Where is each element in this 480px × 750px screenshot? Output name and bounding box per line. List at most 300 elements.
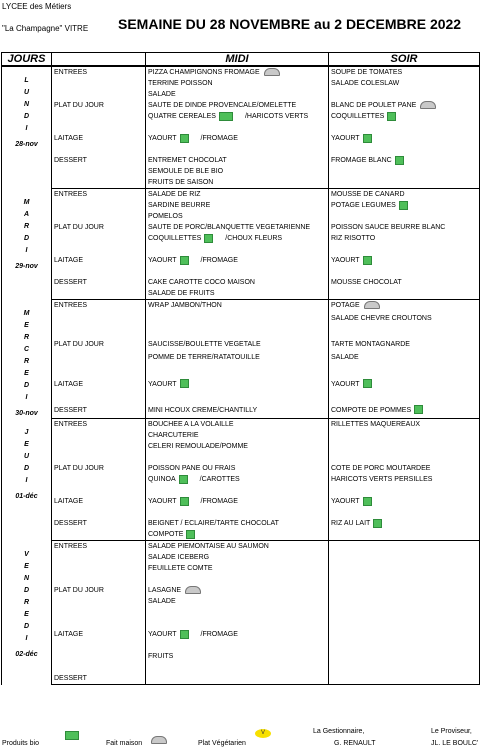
soir-cell [329, 144, 480, 155]
midi-dish: QUINOA [148, 476, 176, 483]
course-label-cell [52, 352, 146, 365]
bio-icon [180, 379, 189, 388]
day-letter: I [25, 125, 28, 132]
midi-cell [146, 365, 329, 378]
day-letter: D [23, 113, 30, 120]
school-name: "La Champagne" VITRE [2, 24, 89, 33]
soir-cell [329, 288, 480, 300]
day-letter: I [25, 246, 28, 254]
day-date: 30-nov [15, 409, 38, 417]
soir-dish: MOUSSE CHOCOLAT [331, 279, 402, 286]
menu-table [1, 52, 480, 685]
soir-cell [329, 89, 480, 100]
day-letter: L [24, 77, 29, 84]
soir-cell [329, 541, 480, 553]
midi-dish-alt: /FROMAGE [200, 631, 238, 638]
bio-icon [363, 256, 372, 265]
midi-dish-alt: /FROMAGE [200, 498, 238, 505]
midi-cell [146, 541, 329, 553]
soir-dish: COTE DE PORC MOUTARDEE [331, 465, 431, 472]
soir-dish: POTAGE [331, 302, 360, 309]
course-label-cell [52, 89, 146, 100]
day-letter: E [24, 440, 29, 448]
menu-row [2, 640, 480, 651]
day-letter: U [23, 89, 30, 96]
course-label-cell [52, 651, 146, 662]
soir-cell [329, 365, 480, 378]
course-label-cell [52, 441, 146, 452]
midi-cell [146, 596, 329, 607]
course-label: PLAT DU JOUR [54, 587, 104, 594]
menu-row [2, 211, 480, 222]
day-letter: E [24, 562, 29, 570]
course-label-cell [52, 78, 146, 89]
course-label-cell [52, 177, 146, 189]
soir-cell [329, 326, 480, 339]
column-header-blank [52, 53, 146, 67]
midi-cell [146, 189, 329, 201]
midi-dish: SEMOULE DE BLE BIO [148, 168, 224, 175]
midi-cell [146, 255, 329, 266]
course-label: PLAT DU JOUR [54, 102, 104, 109]
midi-cell [146, 166, 329, 177]
soir-cell [329, 463, 480, 474]
midi-cell [146, 640, 329, 651]
course-label-cell [52, 339, 146, 352]
course-label-cell [52, 673, 146, 685]
course-label-cell [52, 365, 146, 378]
soir-cell [329, 485, 480, 496]
soir-cell [329, 618, 480, 629]
course-label: ENTREES [54, 543, 88, 550]
midi-dish: BEIGNET / ECLAIRE/TARTE CHOCOLAT [148, 520, 279, 527]
menu-row [2, 277, 480, 288]
midi-dish-alt: /FROMAGE [200, 257, 238, 264]
menu-row [2, 365, 480, 378]
soir-cell [329, 518, 480, 529]
course-label-cell [52, 122, 146, 133]
course-label: ENTREES [54, 69, 88, 76]
soir-dish: SALADE COLESLAW [331, 80, 400, 87]
course-label: LAITAGE [54, 498, 84, 505]
bio-icon [180, 497, 189, 506]
midi-cell [146, 89, 329, 100]
soir-cell [329, 78, 480, 89]
day-letter: R [23, 333, 30, 341]
day-letter: I [25, 393, 28, 401]
course-label-cell [52, 66, 146, 78]
day-letter: R [23, 598, 30, 606]
midi-cell [146, 629, 329, 640]
menu-row [2, 266, 480, 277]
menu-row [2, 529, 480, 541]
soir-cell [329, 266, 480, 277]
gestionnaire-name: G. RENAULT [334, 740, 376, 747]
course-label-cell [52, 326, 146, 339]
midi-dish: COMPOTE [148, 531, 184, 538]
midi-cell [146, 222, 329, 233]
soir-cell [329, 496, 480, 507]
menu-row [2, 518, 480, 529]
course-label-cell [52, 189, 146, 201]
soir-cell [329, 673, 480, 685]
menu-row [2, 166, 480, 177]
legend-fait-maison-label: Fait maison [106, 740, 143, 747]
day-letter: D [23, 464, 30, 472]
soir-cell [329, 66, 480, 78]
midi-dish: YAOURT [148, 135, 177, 142]
course-label: ENTREES [54, 421, 88, 428]
soir-dish: MOUSSE DE CANARD [331, 191, 405, 198]
soir-cell [329, 122, 480, 133]
bio-icon [363, 497, 372, 506]
midi-dish: BOUCHEE A LA VOLAILLE [148, 421, 234, 428]
day-letter: N [23, 101, 30, 108]
midi-cell [146, 313, 329, 326]
soir-cell [329, 585, 480, 596]
midi-cell [146, 441, 329, 452]
soir-cell [329, 507, 480, 518]
menu-row [2, 244, 480, 255]
midi-dish: SALADE ICEBERG [148, 554, 210, 561]
midi-cell [146, 111, 329, 122]
day-cell [2, 300, 52, 419]
course-label: LAITAGE [54, 380, 84, 388]
menu-row [2, 100, 480, 111]
midi-cell [146, 563, 329, 574]
midi-dish: CELERI REMOULADE/POMME [148, 443, 248, 450]
midi-dish: SALADE DE FRUITS [148, 290, 215, 297]
soir-cell [329, 563, 480, 574]
midi-dish: SALADE [148, 598, 176, 605]
midi-cell [146, 200, 329, 211]
midi-cell [146, 574, 329, 585]
menu-row [2, 552, 480, 563]
soir-cell [329, 244, 480, 255]
menu-row [2, 352, 480, 365]
menu-row [2, 405, 480, 419]
midi-cell [146, 326, 329, 339]
midi-cell [146, 529, 329, 541]
course-label-cell [52, 507, 146, 518]
day-date: 02-déc [15, 650, 38, 658]
proviseur-title: Le Proviseur, [431, 728, 472, 735]
midi-cell [146, 352, 329, 365]
bio-icon [414, 405, 423, 414]
menu-body [2, 66, 480, 685]
course-label-cell [52, 288, 146, 300]
course-label-cell [52, 607, 146, 618]
course-label-cell [52, 618, 146, 629]
midi-dish: SAUTE DE DINDE PROVENCALE/OMELETTE [148, 102, 297, 109]
course-label-cell [52, 529, 146, 541]
midi-dish: MINI HCOUX CREME/CHANTILLY [148, 406, 258, 414]
midi-dish: PIZZA CHAMPIGNONS FROMAGE [148, 69, 260, 76]
midi-dish: QUATRE CEREALES [148, 113, 216, 120]
menu-row [2, 78, 480, 89]
course-label: LAITAGE [54, 135, 84, 142]
menu-row [2, 339, 480, 352]
menu-row [2, 177, 480, 189]
course-label: DESSERT [54, 279, 87, 286]
menu-row [2, 200, 480, 211]
menu-row [2, 133, 480, 144]
soir-dish: COMPOTE DE POMMES [331, 406, 412, 414]
day-letter: M [23, 198, 30, 206]
midi-dish: SALADE [148, 91, 176, 98]
soir-cell [329, 474, 480, 485]
soir-cell [329, 441, 480, 452]
soir-cell [329, 352, 480, 365]
menu-row [2, 89, 480, 100]
menu-row [2, 300, 480, 314]
soir-cell [329, 300, 480, 314]
gestionnaire-title: La Gestionnaire, [313, 728, 365, 735]
proviseur-name: JL. LE BOULC' [431, 740, 479, 747]
midi-cell [146, 66, 329, 78]
course-label-cell [52, 419, 146, 431]
soir-cell [329, 313, 480, 326]
course-label: DESSERT [54, 675, 87, 682]
course-label-cell [52, 662, 146, 673]
midi-dish: YAOURT [148, 631, 177, 638]
course-label-cell [52, 255, 146, 266]
course-label-cell [52, 277, 146, 288]
day-letter: D [23, 381, 30, 389]
soir-cell [329, 211, 480, 222]
soir-cell [329, 233, 480, 244]
course-label: PLAT DU JOUR [54, 224, 104, 231]
day-letter: E [24, 369, 29, 377]
midi-cell [146, 430, 329, 441]
column-header-soir: SOIR [329, 53, 480, 67]
soir-cell [329, 177, 480, 189]
vegetarian-icon: V [255, 729, 271, 738]
soir-cell [329, 166, 480, 177]
soir-cell [329, 662, 480, 673]
midi-dish: SALADE DE RIZ [148, 191, 201, 198]
page-title: SEMAINE DU 28 NOVEMBRE au 2 DECEMBRE 2022 [118, 16, 462, 32]
menu-row [2, 155, 480, 166]
midi-cell [146, 133, 329, 144]
course-label-cell [52, 166, 146, 177]
midi-dish-alt: /CAROTTES [199, 476, 240, 483]
menu-row [2, 629, 480, 640]
midi-cell [146, 485, 329, 496]
legend-bio-label: Produits bio [2, 740, 39, 747]
midi-cell [146, 662, 329, 673]
soir-cell [329, 629, 480, 640]
course-label-cell [52, 518, 146, 529]
menu-row [2, 419, 480, 431]
course-label: ENTREES [54, 302, 88, 309]
soir-cell [329, 574, 480, 585]
midi-cell [146, 452, 329, 463]
menu-row [2, 66, 480, 78]
course-label-cell [52, 100, 146, 111]
column-header-jours: JOURS [2, 53, 52, 67]
soir-dish: RIZ AU LAIT [331, 520, 371, 527]
midi-cell [146, 607, 329, 618]
menu-row [2, 662, 480, 673]
bio-icon [219, 112, 233, 121]
midi-cell [146, 585, 329, 596]
day-date: 29-nov [15, 262, 38, 270]
course-label-cell [52, 244, 146, 255]
midi-cell [146, 618, 329, 629]
soir-cell [329, 607, 480, 618]
course-label-cell [52, 133, 146, 144]
menu-row [2, 255, 480, 266]
day-letter: M [23, 309, 30, 317]
soir-cell [329, 529, 480, 541]
bio-icon [399, 201, 408, 210]
midi-cell [146, 651, 329, 662]
menu-row [2, 651, 480, 662]
day-letter: R [23, 222, 30, 230]
day-letter: J [24, 428, 29, 436]
midi-dish: CHARCUTERIE [148, 432, 199, 439]
soir-cell [329, 405, 480, 419]
menu-row [2, 607, 480, 618]
soir-dish: SALADE [331, 354, 359, 362]
soir-dish: YAOURT [331, 135, 360, 142]
soir-cell [329, 339, 480, 352]
midi-cell [146, 177, 329, 189]
menu-row [2, 122, 480, 133]
menu-row [2, 441, 480, 452]
menu-row [2, 673, 480, 685]
fait-maison-icon [185, 586, 201, 594]
menu-row [2, 144, 480, 155]
course-label-cell [52, 313, 146, 326]
soir-dish: POTAGE LEGUMES [331, 202, 396, 209]
midi-cell [146, 518, 329, 529]
midi-dish: CAKE CAROTTE COCO MAISON [148, 279, 255, 286]
midi-dish: YAOURT [148, 257, 177, 264]
soir-cell [329, 392, 480, 405]
day-letter: D [23, 586, 30, 594]
midi-cell [146, 277, 329, 288]
course-label: PLAT DU JOUR [54, 465, 104, 472]
course-label-cell [52, 200, 146, 211]
bio-icon [363, 134, 372, 143]
day-cell [2, 541, 52, 685]
course-label-cell [52, 474, 146, 485]
course-label-cell [52, 222, 146, 233]
soir-dish: YAOURT [331, 257, 360, 264]
bio-icon [186, 530, 195, 539]
soir-cell [329, 379, 480, 392]
fait-maison-icon [420, 101, 436, 109]
course-label-cell [52, 563, 146, 574]
bio-icon [180, 256, 189, 265]
course-label-cell [52, 574, 146, 585]
soir-cell [329, 100, 480, 111]
menu-row [2, 596, 480, 607]
fait-maison-icon [151, 736, 167, 744]
day-letter: E [24, 610, 29, 618]
menu-row [2, 189, 480, 201]
day-letter: A [23, 210, 30, 218]
course-label: DESSERT [54, 406, 87, 414]
course-label-cell [52, 233, 146, 244]
menu-row [2, 485, 480, 496]
course-label-cell [52, 552, 146, 563]
menu-row [2, 313, 480, 326]
course-label-cell [52, 485, 146, 496]
menu-row [2, 541, 480, 553]
midi-dish: SALADE PIEMONTAISE AU SAUMON [148, 543, 269, 550]
midi-cell [146, 474, 329, 485]
midi-cell [146, 122, 329, 133]
midi-dish: FEUILLETE COMTE [148, 565, 213, 572]
midi-dish: SARDINE BEURRE [148, 202, 211, 209]
soir-cell [329, 133, 480, 144]
midi-dish: SAUTE DE PORC/BLANQUETTE VEGETARIENNE [148, 224, 311, 231]
course-label-cell [52, 463, 146, 474]
midi-dish: POISSON PANE OU FRAIS [148, 465, 236, 472]
course-label: LAITAGE [54, 257, 84, 264]
midi-dish: LASAGNE [148, 587, 182, 594]
course-label-cell [52, 392, 146, 405]
school-label: LYCEE des Métiers [2, 2, 72, 11]
bio-icon [395, 156, 404, 165]
menu-row [2, 507, 480, 518]
day-letter: N [23, 574, 30, 582]
midi-cell [146, 419, 329, 431]
midi-cell [146, 392, 329, 405]
soir-dish: SOUPE DE TOMATES [331, 69, 403, 76]
soir-dish: TARTE MONTAGNARDE [331, 341, 410, 349]
day-cell [2, 66, 52, 189]
menu-row [2, 392, 480, 405]
course-label-cell [52, 640, 146, 651]
day-letter: R [23, 357, 30, 365]
soir-cell [329, 596, 480, 607]
midi-dish-alt: /CHOUX FLEURS [225, 235, 283, 242]
midi-cell [146, 78, 329, 89]
midi-cell [146, 244, 329, 255]
soir-dish: YAOURT [331, 380, 360, 388]
midi-cell [146, 233, 329, 244]
course-label-cell [52, 111, 146, 122]
soir-dish: YAOURT [331, 498, 360, 505]
soir-cell [329, 200, 480, 211]
fait-maison-icon [264, 68, 280, 76]
soir-dish: RIZ RISOTTO [331, 235, 376, 242]
soir-cell [329, 419, 480, 431]
midi-dish: YAOURT [148, 498, 177, 505]
menu-row [2, 111, 480, 122]
soir-dish: POISSON SAUCE BEURRE BLANC [331, 224, 446, 231]
day-letter: U [23, 452, 30, 460]
menu-row [2, 288, 480, 300]
day-date: 01-déc [15, 492, 38, 500]
soir-cell [329, 222, 480, 233]
menu-row [2, 574, 480, 585]
course-label-cell [52, 144, 146, 155]
soir-cell [329, 452, 480, 463]
day-date: 28-nov [15, 141, 38, 148]
soir-cell [329, 430, 480, 441]
midi-cell [146, 507, 329, 518]
bio-icon [204, 234, 213, 243]
day-letter: C [23, 345, 30, 353]
midi-cell [146, 379, 329, 392]
midi-cell [146, 100, 329, 111]
soir-cell [329, 651, 480, 662]
